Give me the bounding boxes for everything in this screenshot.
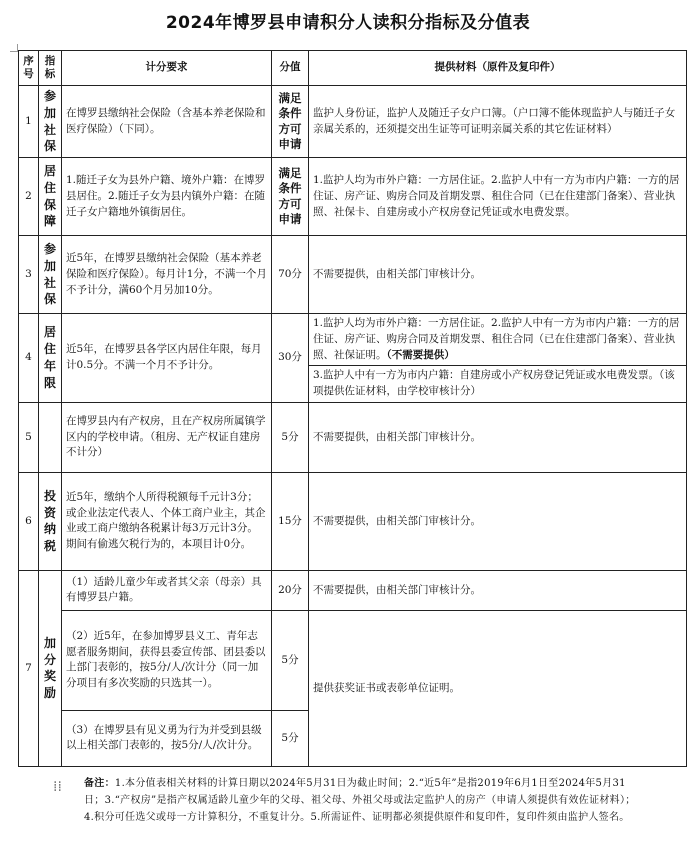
header-seq: 序号 [19,51,39,86]
table-row [19,610,687,710]
row-seq: 1 [19,86,39,158]
table-row [19,402,687,472]
row-material-a [309,314,687,366]
row-score: 5分 [272,402,309,472]
row-seq: 7 [19,570,39,766]
row-score: 满足条件方可申请 [272,86,309,158]
row-indicator: 参加社保 [39,86,62,158]
notes-label: 备注： [84,778,115,789]
row-requirement: 近5年，在博罗县各学区内居住年限，每月计0.5分。不满一个月不予计分。 [62,314,272,403]
notes [84,776,644,826]
row-requirement: 在博罗县内有产权房，且在产权房所属镇学区内的学校申请。（租房、无产权证自建房不计分） [62,402,272,472]
row-requirement: 近5年，缴纳个人所得税额每千元计3分；或企业法定代表人、个体工商户业主，其企业或工商户缴纳各税累计每3万元计3分。期间有偷逃欠税行为的，本项目计0分。 [62,472,272,570]
row-material: 监护人身份证，监护人及随迁子女户口簿。（户口簿不能体现监护人与随迁子女亲属关系的，还须提交出生证等可证明亲属关系的其它佐证材料） [309,86,687,158]
row-score: 满足条件方可申请 [272,158,309,236]
row-material: 不需要提供，由相关部门审核计分。 [309,402,687,472]
score-table [18,50,687,767]
row-seq: 6 [19,472,39,570]
row-material: 不需要提供，由相关部门审核计分。 [309,570,687,610]
row-material: 不需要提供，由相关部门审核计分。 [309,472,687,570]
row-material: 1.监护人均为市外户籍：一方居住证。2.监护人中有一方为市内户籍：一方的居住证、房产证、购房合同及首期发票、租住合同（已在住建部门备案）、营业执照、社保卡、自建房或小产权房登记凭证或水电费发票。 [309,158,687,236]
row-indicator: 居住年限 [39,314,62,403]
move-handle-icon[interactable]: ⁞⁞ [53,779,62,795]
row-requirement: （3）在博罗县有见义勇为行为并受到县级以上相关部门表彰的，按5分/人/次计分。 [62,710,272,766]
row-score: 15分 [272,472,309,570]
row-requirement: 1.随迁子女为县外户籍、境外户籍：在博罗县居住。2.随迁子女为县内镇外户籍：在随迁子女户籍地外镇街居住。 [62,158,272,236]
row-indicator: 参加社保 [39,236,62,314]
notes-text: 1.本分值表相关材料的计算日期以2024年5月31日为截止时间；2.“近5年”是指2019年6月1日至2024年5月31日；3.“产权房”是指产权属适龄儿童少年的父母、祖父母、外祖父母或法定监护人的房产（申请人须提供有效佐证材料）；4.积分可任选父或母一方计算积分，不重复计分。5.所需证件、证明都必须提供原件和复印件，复印件须由监护人签名。 [84,778,636,823]
header-requirement: 计分要求 [62,51,272,86]
row-seq: 3 [19,236,39,314]
row-requirement: 在博罗县缴纳社会保险（含基本养老保险和医疗保险）（下同）。 [62,86,272,158]
row-material: 不需要提供，由相关部门审核计分。 [309,236,687,314]
row-score: 5分 [272,710,309,766]
row-score: 30分 [272,314,309,403]
header-materials: 提供材料（原件及复印件） [309,51,687,86]
header-indicator: 指标 [39,51,62,86]
row-requirement: （2）近5年，在参加博罗县义工、青年志愿者服务期间，获得县委宣传部、团县委以上部门表彰的，按5分/人/次计分（同一加分项目有多次奖励的只选其一）。 [62,610,272,710]
row-score: 20分 [272,570,309,610]
table-row [19,236,687,314]
table-corner-mark [10,44,18,52]
page-title: 2024年博罗县申请积分人读积分指标及分值表 [165,13,531,33]
row-indicator: 投资纳税 [39,472,62,570]
table-row [19,86,687,158]
row-seq: 4 [19,314,39,403]
row-material-b: 3.监护人中有一方为市内户籍：自建房或小产权房登记凭证或水电费发票。（该项提供佐证材料，由学校审核计分） [309,366,687,403]
row-indicator: 居住保障 [39,158,62,236]
row-score: 5分 [272,610,309,710]
row-indicator [39,402,62,472]
row-indicator: 加分奖励 [39,570,62,766]
material-a-bold: （不需要提供） [386,348,455,361]
row-score: 70分 [272,236,309,314]
material-a-text: 1.监护人均为市外户籍：一方居住证。2.监护人中有一方为市内户籍：一方的居住证、房产证、购房合同及首期发票、租住合同（已在住建部门备案）、营业执照、社保证明。 [313,317,680,361]
row-seq: 5 [19,402,39,472]
row-requirement: （1）适龄儿童少年或者其父亲（母亲）具有博罗县户籍。 [62,570,272,610]
table-row [19,158,687,236]
row-requirement: 近5年，在博罗县缴纳社会保险（基本养老保险和医疗保险）。每月计1分，不满一个月不予计分，满60个月另加10分。 [62,236,272,314]
table-row [19,314,687,366]
row-material: 提供获奖证书或表彰单位证明。 [309,610,687,766]
header-score: 分值 [272,51,309,86]
header-row [19,51,687,86]
table-row [19,472,687,570]
row-seq: 2 [19,158,39,236]
table-row [19,570,687,610]
